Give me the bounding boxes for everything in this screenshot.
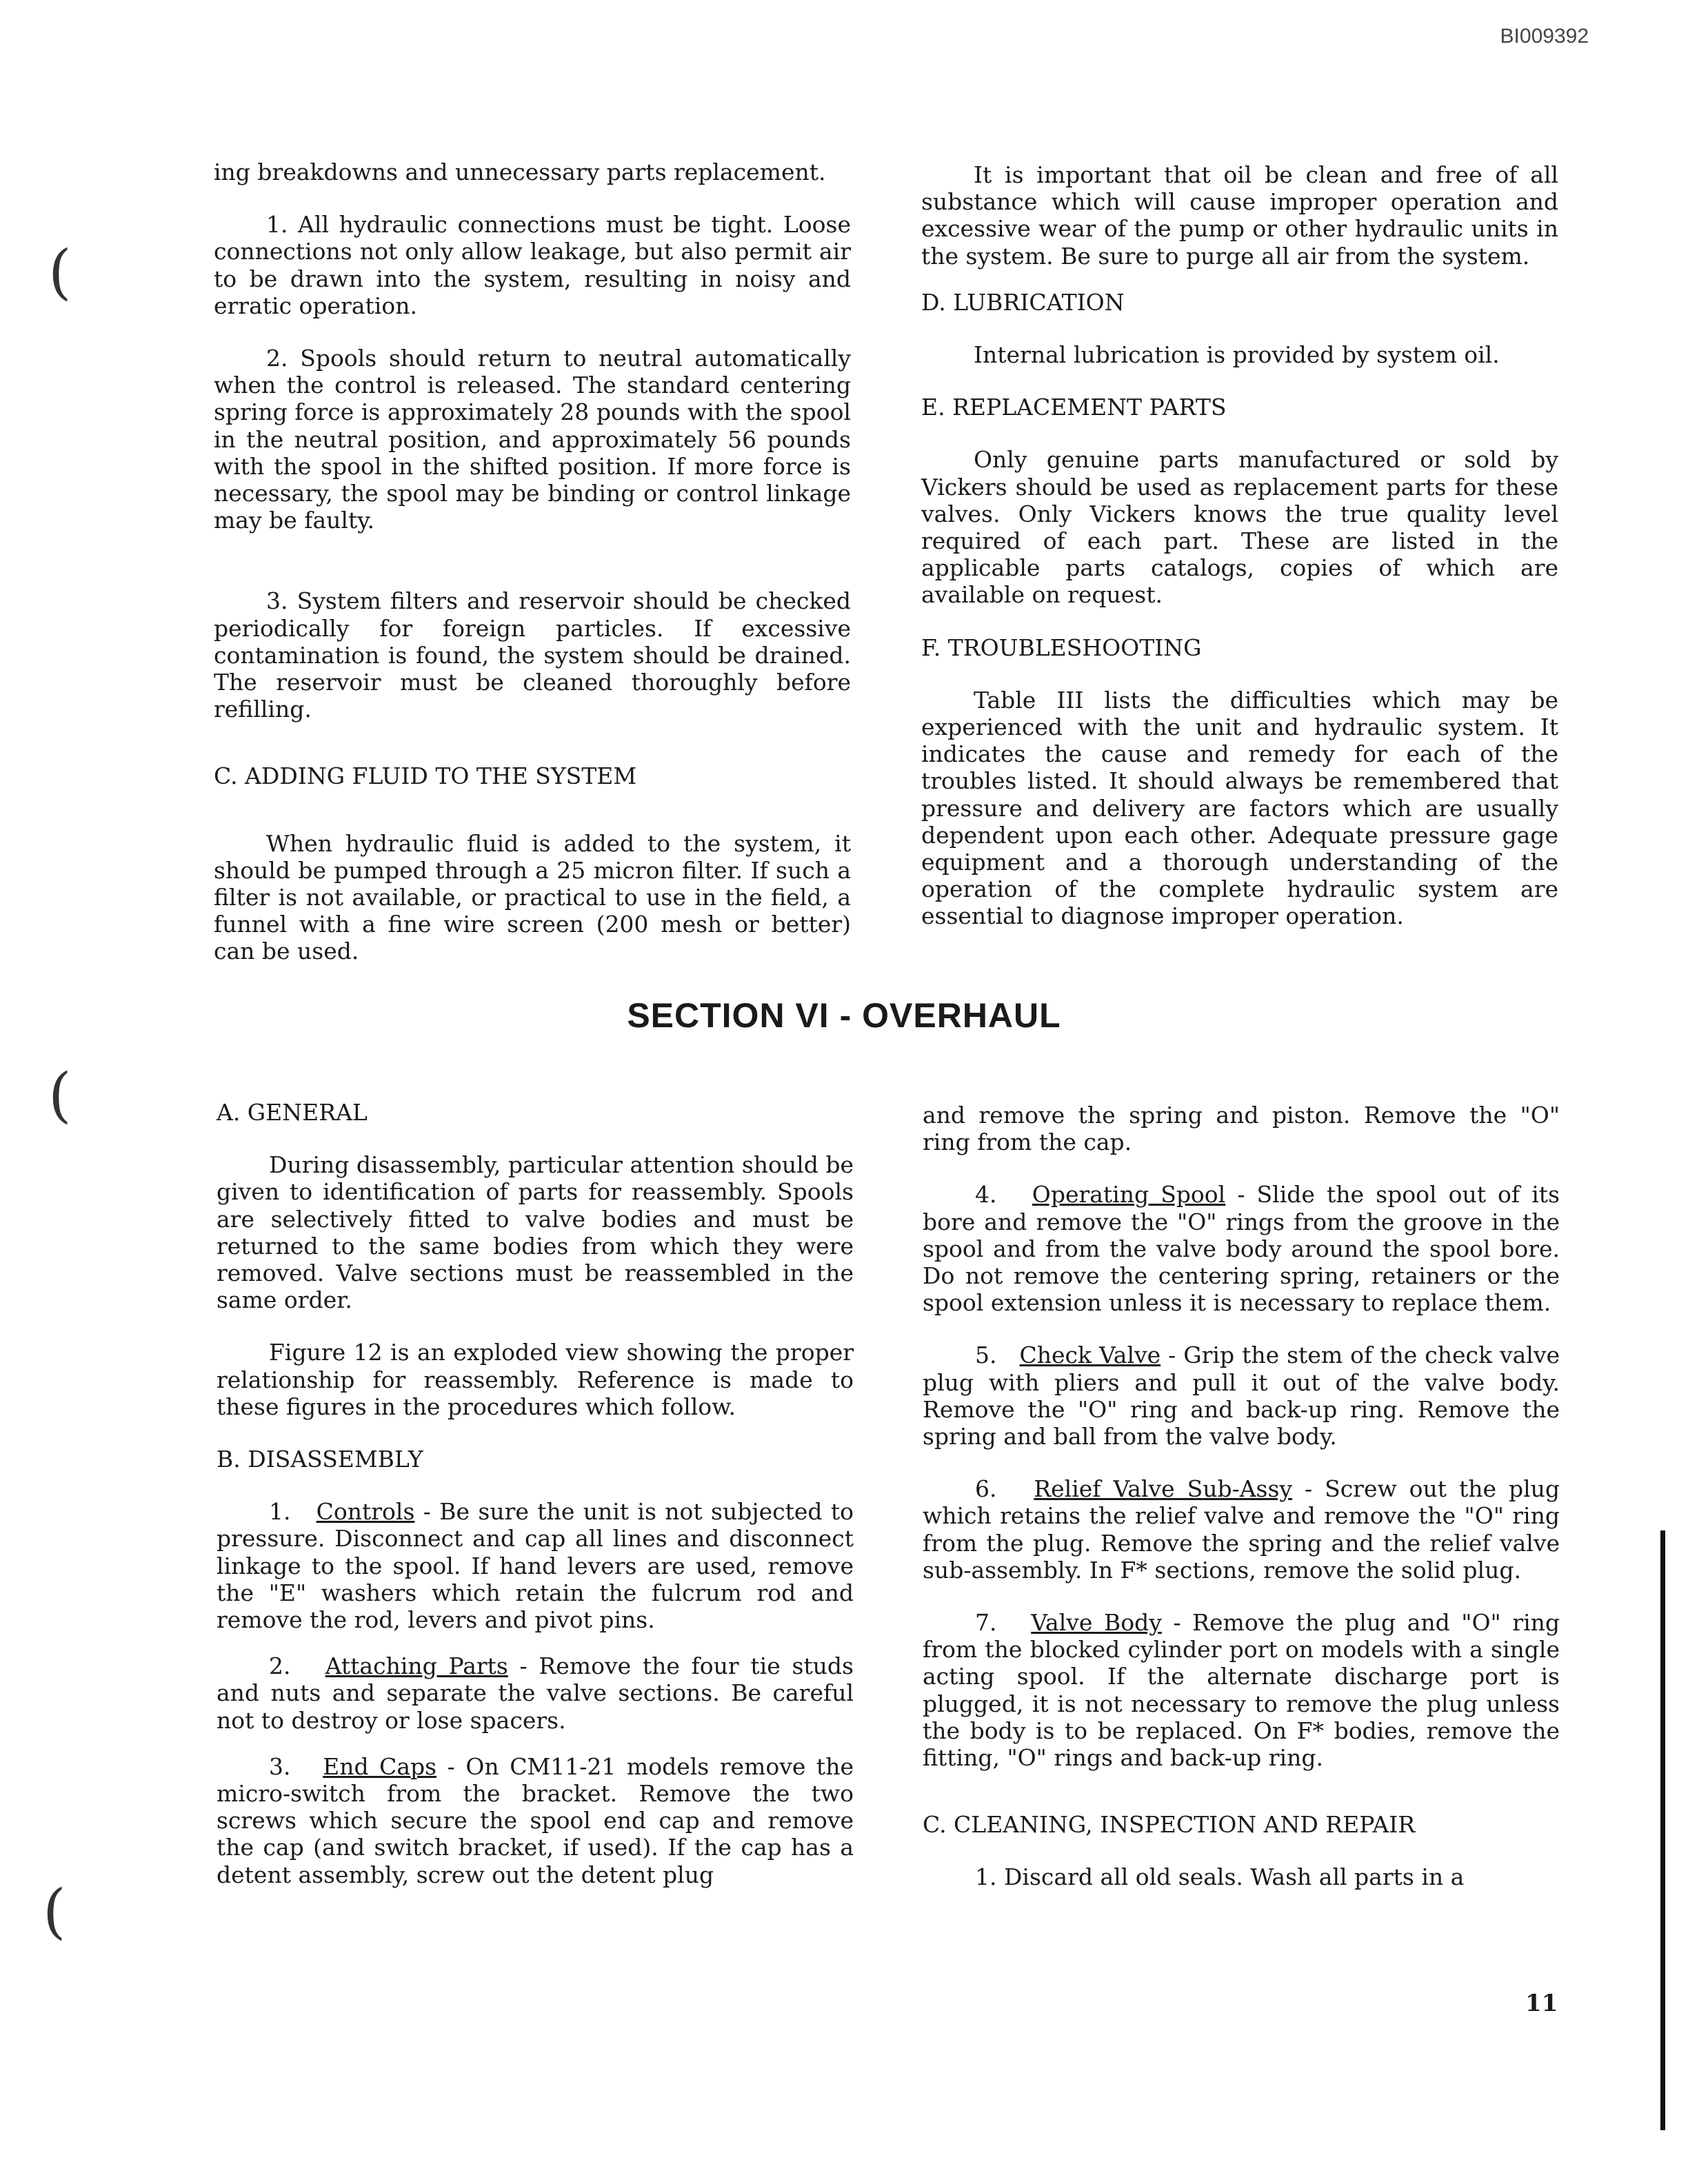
scan-edge-line — [1660, 1530, 1665, 2130]
item-text: - Grip the stem of the check valve plug with pliers and pull it out of the valve body. Remove the "O" ring and back-up ring. Remove the spring and ball from the valve body. — [923, 1342, 1560, 1450]
top-left-column — [214, 159, 851, 965]
paragraph-operating-spool — [923, 1181, 1560, 1316]
paragraph-item-2: 2. Spools should return to neutral automatically when the control is released. The standard centering spring force is approximately 28 pounds with the spool in the neutral position, and approximately 56 pounds with the spool in the shifted position. If more force is necessary, the spool may be binding or control linkage may be faulty. — [214, 345, 851, 534]
item-title-attaching-parts: Attaching Parts — [325, 1652, 508, 1680]
bottom-left-column — [217, 1099, 854, 1888]
section-title: SECTION VI - OVERHAUL — [627, 996, 1061, 1035]
paragraph-attaching-parts — [217, 1652, 854, 1734]
paragraph-lubrication: Internal lubrication is provided by system oil. — [974, 341, 1500, 369]
binder-hole-mark: ( — [43, 1877, 66, 1946]
heading-adding-fluid: C. ADDING FLUID TO THE SYSTEM — [214, 762, 637, 790]
item-number: 2. — [269, 1652, 291, 1680]
paragraph-oil-cleanliness: It is important that oil be clean and free of all substance which will cause improper operation and excessive wear of the pump or other hydraulic units in the system. Be sure to purge all air from the system. — [921, 161, 1558, 270]
paragraph-cleaning-1: 1. Discard all old seals. Wash all parts in a — [975, 1863, 1465, 1891]
paragraph-relief-valve — [923, 1475, 1560, 1584]
heading-cleaning-inspection-repair: C. CLEANING, INSPECTION AND REPAIR — [923, 1811, 1416, 1839]
top-right-column — [921, 161, 1558, 930]
paragraph-controls — [217, 1498, 854, 1633]
item-title-check-valve: Check Valve — [1019, 1342, 1161, 1369]
paragraph-item-3: 3. System filters and reservoir should be checked periodically for foreign particles. If excessive contamination is found, the system should be drained. The reservoir must be cleaned thoroughly before refilling. — [214, 587, 851, 723]
heading-lubrication: D. LUBRICATION — [921, 288, 1125, 316]
item-number: 1. — [269, 1498, 291, 1526]
item-title-valve-body: Valve Body — [1031, 1609, 1162, 1637]
binder-hole-mark: ( — [48, 1061, 72, 1130]
item-number: 3. — [269, 1752, 291, 1780]
item-text: - Remove the four tie studs and nuts and separate the valve sections. Be careful not to destroy or lose spacers. — [217, 1652, 854, 1734]
item-text: - Screw out the plug which retains the relief valve and remove the "O" ring from the plug. Remove the spring and the relief valve sub-assembly. In F* sections, remove the solid plug. — [923, 1475, 1560, 1584]
item-number: 5. — [975, 1342, 997, 1369]
paragraph-valve-body — [923, 1609, 1560, 1771]
heading-troubleshooting: F. TROUBLESHOOTING — [921, 634, 1202, 661]
item-title-operating-spool: Operating Spool — [1032, 1181, 1226, 1209]
item-title-controls: Controls — [316, 1498, 415, 1526]
paragraph-troubleshooting: Table III lists the difficulties which may be experienced with the unit and hydraulic system. It indicates the cause and remedy for each of the troubles listed. It should always be remembered that pressure and delivery are factors which are usually dependent upon each other. Adequate pressure gage equipment and a thorough understanding of the operation of the complete hydraulic system are essential to diagnose improper operation. — [921, 686, 1558, 930]
continuation-paragraph: ing breakdowns and unnecessary parts replacement. — [214, 159, 826, 185]
page-number: 11 — [1525, 1990, 1558, 2017]
item-text: - Be sure the unit is not subjected to pressure. Disconnect and cap all lines and disconnect linkage to the spool. If hand levers are used, remove the "E" washers which retain the fulcrum rod and remove the rod, levers and pivot pins. — [217, 1498, 854, 1634]
binder-hole-mark: ( — [48, 238, 72, 307]
heading-general: A. GENERAL — [217, 1099, 368, 1126]
item-text: - Remove the plug and "O" ring from the blocked cylinder port on models with a single acting spool. If the alternate discharge port is plugged, it is not necessary to remove the plug unless the body is to be replaced. On F* bodies, remove the fitting, "O" rings and back-up ring. — [923, 1609, 1560, 1772]
paragraph-end-caps-continued: and remove the spring and piston. Remove the "O" ring from the cap. — [923, 1102, 1560, 1156]
paragraph-end-caps — [217, 1753, 854, 1888]
bottom-right-column — [923, 1102, 1560, 1891]
item-number: 4. — [975, 1181, 997, 1209]
item-title-relief-valve: Relief Valve Sub-Assy — [1034, 1475, 1293, 1503]
paragraph-general-1: During disassembly, particular attention should be given to identification of parts for reassembly. Spools are selectively fitted to valve bodies and must be returned to the same bodies from which they were removed. Valve sections must be reassembled in the same order. — [217, 1151, 854, 1314]
paragraph-adding-fluid: When hydraulic fluid is added to the system, it should be pumped through a 25 micron filter. If such a filter is not available, or practical to use in the field, a funnel with a fine wire screen (200 mesh or better) can be used. — [214, 829, 851, 965]
document-id: BI009392 — [1500, 25, 1589, 48]
paragraph-item-1: 1. All hydraulic connections must be tight. Loose connections not only allow leakage, but also permit air to be drawn into the system, resulting in noisy and erratic operation. — [214, 211, 851, 319]
item-text: - Slide the spool out of its bore and remove the "O" rings from the groove in the spool and from the valve body around the spool bore. Do not remove the centering spring, retainers or the spool extension unless it is necessary to replace them. — [923, 1181, 1560, 1317]
paragraph-check-valve — [923, 1342, 1560, 1450]
paragraph-replacement-parts: Only genuine parts manufactured or sold by Vickers should be used as replacement parts for these valves. Only Vickers knows the true quality level required of each part. These are listed in the applicable parts catalogs, copies of which are available on request. — [921, 446, 1558, 609]
item-title-end-caps: End Caps — [323, 1752, 437, 1780]
heading-disassembly: B. DISASSEMBLY — [217, 1446, 423, 1473]
item-text: - On CM11-21 models remove the micro-switch from the bracket. Remove the two screws which secure the spool end cap and remove the cap (and switch bracket, if used). If the cap has a detent assembly, screw out the detent plug — [217, 1752, 854, 1888]
item-number: 6. — [975, 1475, 997, 1503]
paragraph-general-2: Figure 12 is an exploded view showing the proper relationship for reassembly. Reference is made to these figures in the procedures which follow. — [217, 1339, 854, 1420]
heading-replacement-parts: E. REPLACEMENT PARTS — [921, 394, 1227, 421]
item-number: 7. — [975, 1609, 997, 1637]
